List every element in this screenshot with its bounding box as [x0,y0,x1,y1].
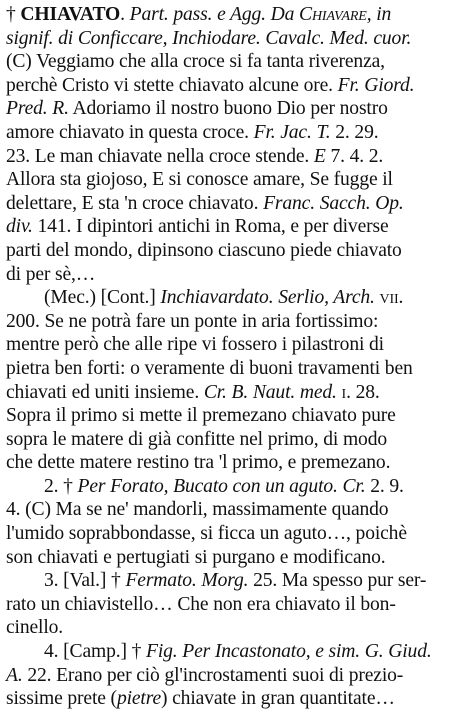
headword: CHIAVATO [20,4,121,25]
entry-line: Sopra il primo si mette il premezano chiavato pure [6,405,396,427]
entry-line: div. 141. I dipintori antichi in Roma, e per diverse [6,216,389,238]
entry-line: signif. di Conficcare, Inchiodare. Cavalc. Med. cuor. [6,27,412,49]
entry-line: † CHIAVATO. Part. pass. e Agg. Da Chiavare, in [6,4,392,25]
entry-line: delettare, E sta 'n croce chiavato. Franc. Sacch. Op. [6,192,404,214]
entry-line: sopra le matere di già confitte nel primo, di modo [6,428,387,450]
entry-line: pietra ben forti: o veramente di buoni travamenti ben [6,357,413,379]
entry-line: 3. [Val.] † Fermato. Morg. 25. Ma spesso pur ser- [44,570,427,592]
entry-line: mentre però che alle ripe vi fossero i pilastroni di [6,334,384,356]
entry-line: l'umido soprabbondasse, si ficca un aguto…, poichè [6,523,407,545]
entry-line: parti del mondo, dipinsono ciascuno piede chiavato [6,239,402,261]
entry-line: son chiavati e pertugiati si purgano e modificano. [6,546,386,568]
entry-line: chiavati ed uniti insieme. Cr. B. Naut. med. i. 28. [6,381,380,403]
entry-line: 2. † Per Forato, Bucato con un aguto. Cr. 2. 9. [44,475,404,497]
entry-line: cinello. [6,617,64,639]
entry-line: perchè Cristo vi stette chiavato alcune ore. Fr. Giord. [6,74,415,96]
entry-line: sissime prete (pietre) chiavate in gran quantitate… [6,688,395,710]
entry-line: Pred. R. Adoriamo il nostro buono Dio per nostro [6,98,388,120]
dictionary-entry [6,3,466,711]
entry-line: (Mec.) [Cont.] Inchiavardato. Serlio, Arch. vii. [44,287,404,309]
entry-line: 200. Se ne potrà fare un ponte in aria fortissimo: [6,310,379,332]
entry-line: 4. (C) Ma se ne' mandorli, massimamente quando [6,499,389,521]
entry-line: di per sè,… [6,263,96,285]
entry-line: 23. Le man chiavate nella croce stende. E 7. 4. 2. [6,145,384,167]
entry-line: rato un chiavistello… Che non era chiavato il bon- [6,593,396,615]
entry-line: che dette matere restino tra 'l primo, e premezano. [6,452,391,474]
entry-line: Allora sta giojoso, E si conosce amare, Se fugge il [6,169,393,191]
entry-line: A. 22. Erano per ciò gl'incrostamenti suoi di prezio- [6,664,404,686]
entry-line: (C) Veggiamo che alla croce si fa tanta riverenza, [6,51,385,73]
entry-line: 4. [Camp.] † Fig. Per Incastonato, e sim. G. Giud. [44,641,432,663]
entry-line: amore chiavato in questa croce. Fr. Jac. T. 2. 29. [6,121,379,143]
